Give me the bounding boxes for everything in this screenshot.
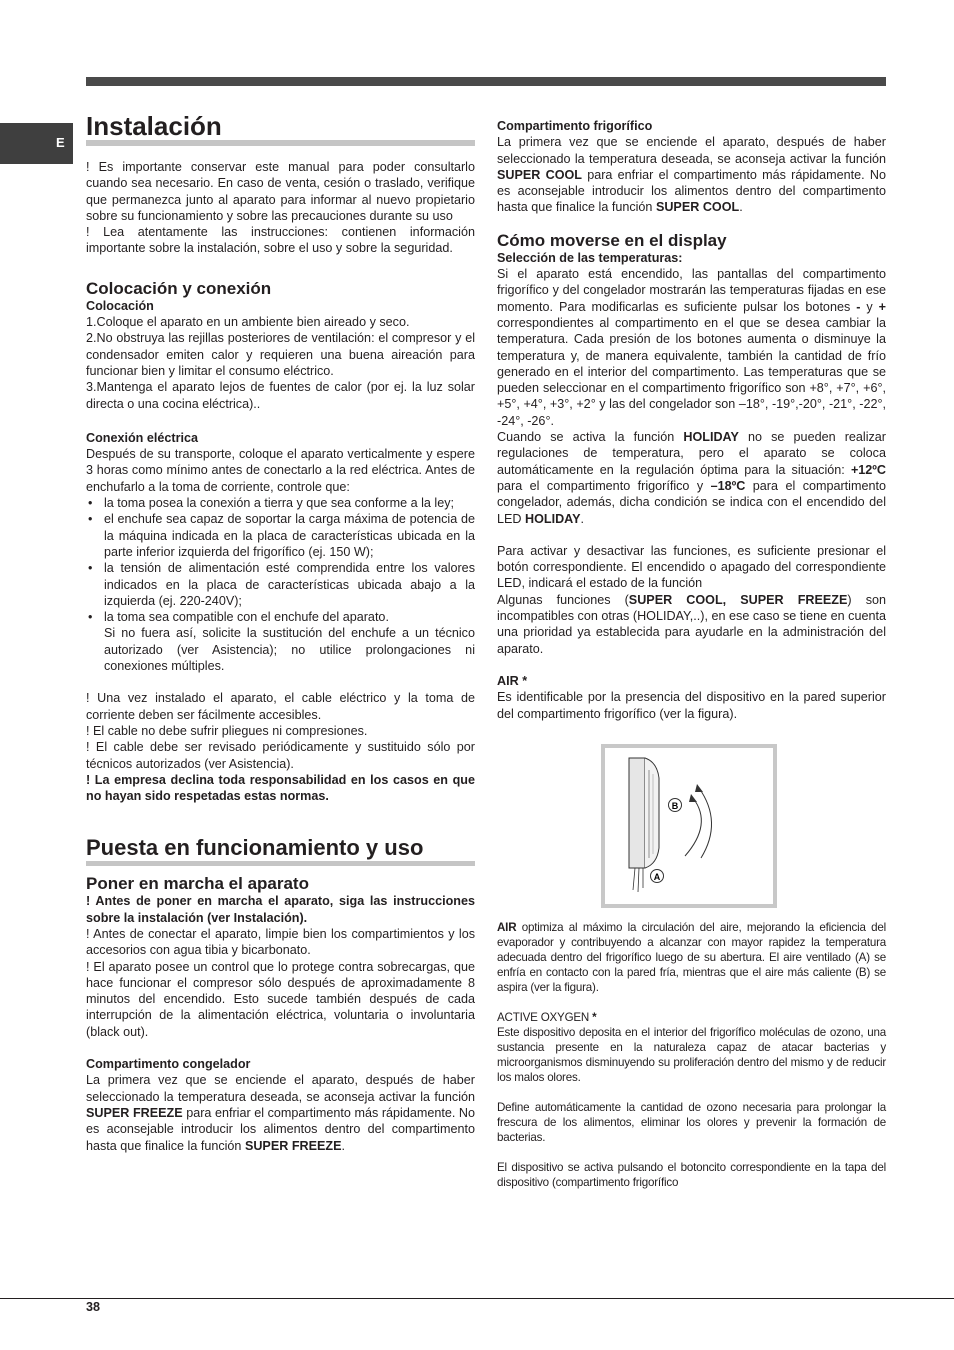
- language-tab-label: E: [56, 135, 65, 150]
- function-name: SUPER COOL, SUPER FREEZE: [628, 592, 848, 607]
- text-run: para enfriar el compartimento más rápidamente. No es aconsejable introducir los alimentos dentro del compartimento hasta que finalice la función: [497, 167, 886, 215]
- subheading-frigorifico: Compartimento frigorífico: [497, 119, 653, 133]
- page-number: 38: [86, 1300, 101, 1314]
- frigorifico-paragraph: [497, 134, 886, 215]
- active-oxygen-paragraph-1: Este dispositivo deposita en el interior del frigorífico moléculas de ozono, una sustancia presente en la naturaleza capaz de atacar bacterias y microorganismos disminuyendo su proliferación dentro del mismo y de reducir los malos olores.: [497, 1025, 886, 1084]
- holiday-paragraph: [497, 429, 886, 527]
- text-run: ACTIVE OXYGEN: [497, 1010, 593, 1024]
- function-name: AIR: [497, 920, 517, 934]
- text-run: La primera vez que se enciende el aparato, después de haber seleccionado la temperatura deseada, se aconseja activar la función: [497, 135, 886, 166]
- intro-paragraph-1: ! Es importante conservar este manual para poder consultarlo cuando sea necesario. En caso de venta, cesión o traslado, verifique que permanezca junto al aparato para informar al nuevo propietario sobre su funcionamiento y sobre las precauciones durante su uso: [86, 160, 475, 223]
- bullet-follow-note: Si no fuera así, solicite la sustitución del enchufe a un técnico autorizado (ver Asistencia); no utilice prolongaciones ni conexiones múltiples.: [104, 626, 475, 674]
- list-item: • la tensión de alimentación esté comprendida entre los valores indicados en la placa de características ubicada abajo a la izquierda (ej. 220-240V);: [86, 560, 475, 609]
- text-run: optimiza al máximo la circulación del aire, mejorando la eficiencia del evaporador y contribuyendo a alcanzar con mayor rapidez la temperatura adecuada dentro del frigorífico luego de su abertura. El aire ventilado (A) se enfría en contacto con la pared fría, mientras que el aire más caliente (B) se aspira (ver la figura).: [497, 920, 886, 994]
- bottom-rule: [0, 1298, 954, 1299]
- temperature-value: –18ºC: [710, 478, 746, 493]
- conexion-paragraph: Después de su transporte, coloque el aparato verticalmente y espere 3 horas como mínimo antes de conectarlo a la red eléctrica. Antes de enchufarlo a la toma de corriente, controle que:: [86, 447, 475, 494]
- warning-1: ! Una vez instalado el aparato, el cable eléctrico y la toma de corriente deben ser fácilmente accesibles.: [86, 691, 475, 722]
- air-description: [497, 920, 886, 995]
- air-device-illustration: [605, 748, 773, 904]
- minus-key: -: [856, 299, 861, 314]
- text-run: .: [580, 511, 585, 526]
- text-run: La primera vez que se enciende el aparato, después de haber seleccionado la temperatura deseada, se aconseja activar la función: [86, 1073, 475, 1104]
- air-device-figure: [601, 744, 777, 908]
- language-tab: [0, 123, 73, 164]
- warning-4: ! La empresa declina toda responsabilidad en los casos en que no hayan sido respetadas estas normas.: [86, 772, 475, 804]
- subheading-conexion: Conexión eléctrica: [86, 430, 198, 445]
- function-name: SUPER FREEZE: [244, 1138, 342, 1153]
- text-run: para el compartimento congelador, además, dicha condición se indica con el encendido del LED: [497, 478, 886, 526]
- air-paragraph: Es identificable por la presencia del dispositivo en la pared superior del compartimento frigorífico (ver la figura).: [497, 690, 886, 721]
- activar-paragraph: Para activar y desactivar las funciones, es suficiente presionar el botón correspondiente. El encendido o apagado del correspondiente LED, indicará el estado de la función: [497, 543, 886, 591]
- subheading-air: AIR *: [497, 673, 528, 688]
- colocacion-step-3: 3.Mantenga el aparato lejos de fuentes de calor (por ej. la luz solar directa o una cocina eléctrica)..: [86, 380, 475, 411]
- right-column: [497, 118, 886, 1190]
- asterisk: *: [592, 1010, 597, 1024]
- seleccion-paragraph: [497, 266, 886, 429]
- text-run: .: [739, 200, 743, 215]
- heading-colocacion-conexion: Colocación y conexión: [86, 278, 272, 298]
- text-run: no se pueden realizar regulaciones de temperatura, pero el aparato se coloca automáticamente en la regulación óptima para la situación:: [497, 430, 886, 477]
- top-rule: [86, 77, 886, 86]
- section-title-instalacion: Instalación: [86, 112, 475, 146]
- text-run: Si el aparato está encendido, las pantallas del compartimento frigorífico y del congelador mostrarán las temperaturas fijadas en ese momento. Para modificarlas es suficiente pulsar los botones: [497, 267, 886, 314]
- figure-label-a: A: [653, 871, 661, 882]
- section-title-puesta: Puesta en funcionamiento y uso: [86, 835, 475, 866]
- intro-paragraph-2: ! Lea atentamente las instrucciones: contienen información importante sobre la instalación, sobre el uso y sobre la seguridad.: [86, 225, 475, 256]
- congelador-paragraph: [86, 1072, 475, 1153]
- text-run: .: [341, 1138, 346, 1153]
- heading-poner-marcha: Poner en marcha el aparato: [86, 874, 309, 894]
- warning-3: ! El cable debe ser revisado periódicamente y sustituido sólo por técnicos autorizados (ver Asistencia).: [86, 740, 475, 771]
- function-name: HOLIDAY: [683, 430, 739, 445]
- text-run: correspondientes al compartimento en el que se desea cambiar la temperatura. Cada presión de los botones aumenta o disminuye la temperatura y, de manera equivalente, también la cantidad de frío generado en el interior del compartimento. Las temperaturas que se pueden seleccionar en el compartimento frigorífico son +8°, +7°, +6°, +5°, +4°, +3°, +2° y las del congelador son –18°, -19°,-20°, -21°, -22°, -24°, -26°.: [497, 315, 886, 428]
- poner-note-2: ! Antes de conectar el aparato, limpie bien los compartimientos y los accesorios con agua tibia y bicarbonato.: [86, 926, 475, 958]
- function-name: SUPER COOL: [497, 167, 582, 182]
- text-run: ) son incompatibles con otras (HOLIDAY,..), en ese caso se tiene en cuenta una prioridad ya establecida para ayudarle en la administración del aparato.: [497, 592, 886, 656]
- left-column: [86, 112, 475, 1154]
- heading-display: Cómo moverse en el display: [497, 230, 727, 250]
- list-item: • la toma posea la conexión a tierra y que sea conforme a la ley;: [86, 495, 475, 511]
- temperature-value: +12ºC: [850, 462, 886, 477]
- function-name: SUPER COOL: [655, 200, 740, 215]
- list-item: • la toma sea compatible con el enchufe del aparato.: [86, 609, 475, 625]
- figure-label-b: B: [671, 800, 679, 811]
- poner-note-3: ! El aparato posee un control que lo protege contra sobrecargas, que hace funcionar el compresor sólo después de aproximadamente 8 minutos del encendido. Esto sucede también después de cada interrupción de la alimentación eléctrica, voluntaria o involuntaria (black out).: [86, 959, 475, 1039]
- conexion-checklist: [86, 495, 475, 625]
- text-run: Algunas funciones (: [497, 592, 629, 607]
- active-oxygen-paragraph-3: El dispositivo se activa pulsando el botoncito correspondiente en la tapa del dispositivo (compartimento frigorífico: [497, 1160, 886, 1189]
- warning-2: ! El cable no debe sufrir pliegues ni compresiones.: [86, 723, 368, 738]
- text-run: para enfriar el compartimento más rápidamente. No es aconsejable introducir los alimentos dentro del compartimento hasta que finalice la función: [86, 1105, 475, 1153]
- poner-note-1: ! Antes de poner en marcha el aparato, siga las instrucciones sobre la instalación (ver Instalación).: [86, 894, 475, 925]
- colocacion-step-1: 1.Coloque el aparato en un ambiente bien aireado y seco.: [86, 315, 410, 330]
- function-name: HOLIDAY: [525, 511, 581, 526]
- incompatibles-paragraph: [497, 592, 886, 657]
- subheading-congelador: Compartimento congelador: [86, 1057, 251, 1072]
- active-oxygen-paragraph-2: Define automáticamente la cantidad de ozono necesaria para prolongar la frescura de los alimentos, eliminar los olores y prevenir la formación de bacterias.: [497, 1100, 886, 1144]
- colocacion-step-2: 2.No obstruya las rejillas posteriores de ventilación: el compresor y el condensador emiten calor y requieren una buena aireación para funcionar bien y limitar el consumo eléctrico.: [86, 331, 475, 378]
- subheading-seleccion: Selección de las temperaturas:: [497, 250, 683, 265]
- subheading-colocacion: Colocación: [86, 298, 154, 313]
- plus-key: +: [878, 299, 887, 314]
- text-run: para el compartimento frigorífico y: [497, 478, 711, 493]
- active-oxygen-heading: [497, 1010, 886, 1025]
- text-run: y: [860, 299, 879, 314]
- function-name: SUPER FREEZE: [86, 1105, 183, 1120]
- list-item: • el enchufe sea capaz de soportar la carga máxima de potencia de la máquina indicada en la placa de características ubicada en la parte inferior izquierda del frigorífico (ej. 150 W);: [86, 511, 475, 560]
- text-run: Cuando se activa la función: [497, 430, 684, 445]
